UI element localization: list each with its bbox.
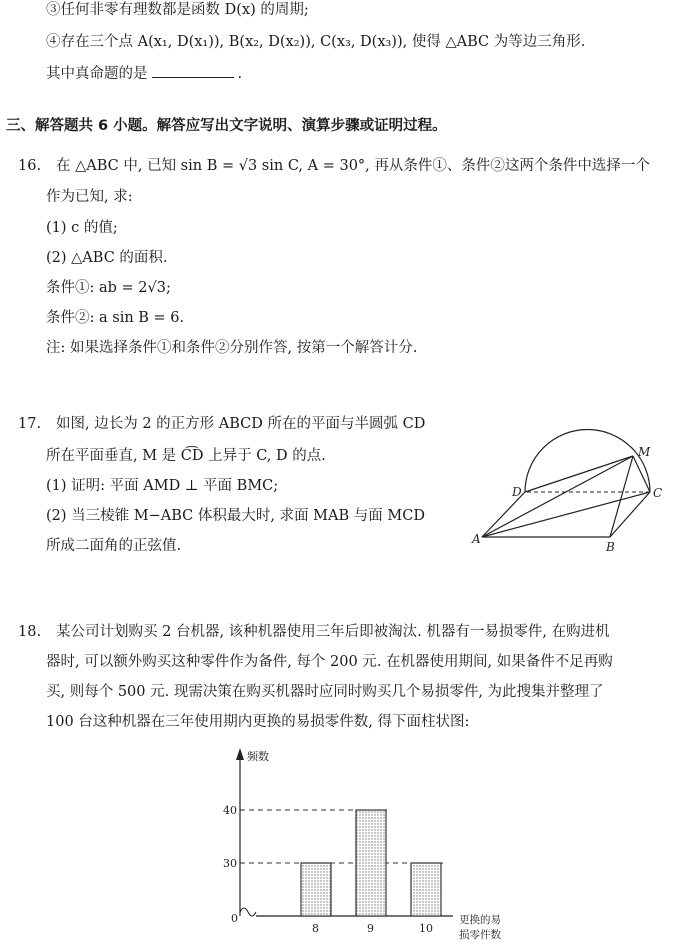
- q18-bar-chart: [215, 742, 535, 947]
- edge-AC: [482, 492, 650, 537]
- true-propositions-line: [46, 63, 242, 84]
- label-C: C: [653, 486, 663, 500]
- q16-note: 注: 如果选择条件①和条件②分别作答, 按第一个解答计分.: [46, 340, 418, 356]
- q18-number: 18.: [18, 624, 42, 640]
- q17-figure: [470, 400, 680, 555]
- q17-line5: 所成二面角的正弦值.: [46, 538, 182, 554]
- y-axis-arrow: [236, 748, 244, 760]
- x-axis-label-line2: 损零件数: [459, 929, 501, 941]
- q17-text1: 如图, 边长为 2 的正方形 ABCD 所在的平面与半圆弧 CD: [56, 416, 426, 432]
- x-axis-break: [240, 908, 256, 916]
- q16-line2: 作为已知, 求:: [46, 189, 133, 205]
- q16-part2: (2) △ABC 的面积.: [46, 250, 168, 266]
- q16-condition2: 条件②: a sin B = 6.: [46, 310, 185, 326]
- true-props-suffix: .: [237, 66, 243, 82]
- q17-part2: (2) 当三棱锥 M−ABC 体积最大时, 求面 MAB 与面 MCD: [46, 508, 425, 524]
- q16-number: 16.: [18, 158, 42, 174]
- item-4: ④存在三个点 A(x₁, D(x₁)), B(x₂, D(x₂)), C(x₃, D(x₃)), 使得 △ABC 为等边三角形.: [46, 34, 586, 50]
- section-3-heading: 三、解答题共 6 小题。解答应写出文字说明、演算步骤或证明过程。: [6, 118, 447, 134]
- q16-text1: 在 △ABC 中, 已知 sin B = √3 sin C, A = 30°, 再从条件①、条件②这两个条件中选择一个: [56, 158, 650, 174]
- x-tick-label-8: 8: [312, 922, 319, 935]
- label-B: B: [606, 540, 615, 554]
- y-axis-label: 频数: [247, 750, 269, 763]
- q18-line3: 买, 则每个 500 元. 现需决策在购买机器时应同时购买几个易损零件, 为此搜集并整理了: [46, 684, 604, 700]
- edge-MA: [482, 456, 633, 537]
- q18-line1: [18, 622, 610, 642]
- bar-8: [301, 863, 331, 916]
- x-tick-label-10: 10: [419, 922, 433, 935]
- origin-label: 0: [231, 912, 238, 925]
- q17-line1: [18, 414, 425, 434]
- true-props-prefix: 其中真命题的是: [46, 66, 148, 82]
- x-tick-label-9: 9: [367, 922, 374, 935]
- y-tick-label-40: 40: [223, 804, 237, 817]
- q16-part1: (1) c 的值;: [46, 220, 118, 236]
- answer-blank: [152, 63, 234, 78]
- y-tick-label-30: 30: [223, 857, 237, 870]
- label-A: A: [472, 532, 481, 546]
- q18-text1: 某公司计划购买 2 台机器, 该种机器使用三年后即被淘汰. 机器有一易损零件, 在购进机: [56, 624, 610, 640]
- q16-line1: [18, 156, 650, 176]
- q18-line2: 器时, 可以额外购买这种零件作为备件, 每个 200 元. 在机器使用期间, 如果备件不足再购: [46, 654, 613, 670]
- item-3: ③任何非零有理数都是函数 D(x) 的周期;: [46, 2, 309, 18]
- bar-10: [411, 863, 441, 916]
- q18-line4: 100 台这种机器在三年使用期内更换的易损零件数, 得下面柱状图:: [46, 714, 470, 730]
- label-D: D: [512, 485, 522, 499]
- q17-number: 17.: [18, 416, 42, 432]
- q17-part1: (1) 证明: 平面 AMD ⊥ 平面 BMC;: [46, 478, 279, 494]
- q16-condition1: 条件①: ab = 2√3;: [46, 280, 171, 296]
- label-M: M: [638, 445, 651, 459]
- x-axis-label-line1: 更换的易: [459, 914, 501, 926]
- edge-MD: [525, 456, 633, 492]
- bar-9: [356, 810, 386, 916]
- q17-line2: 所在平面垂直, M 是 C͡D 上异于 C, D 的点.: [46, 448, 326, 464]
